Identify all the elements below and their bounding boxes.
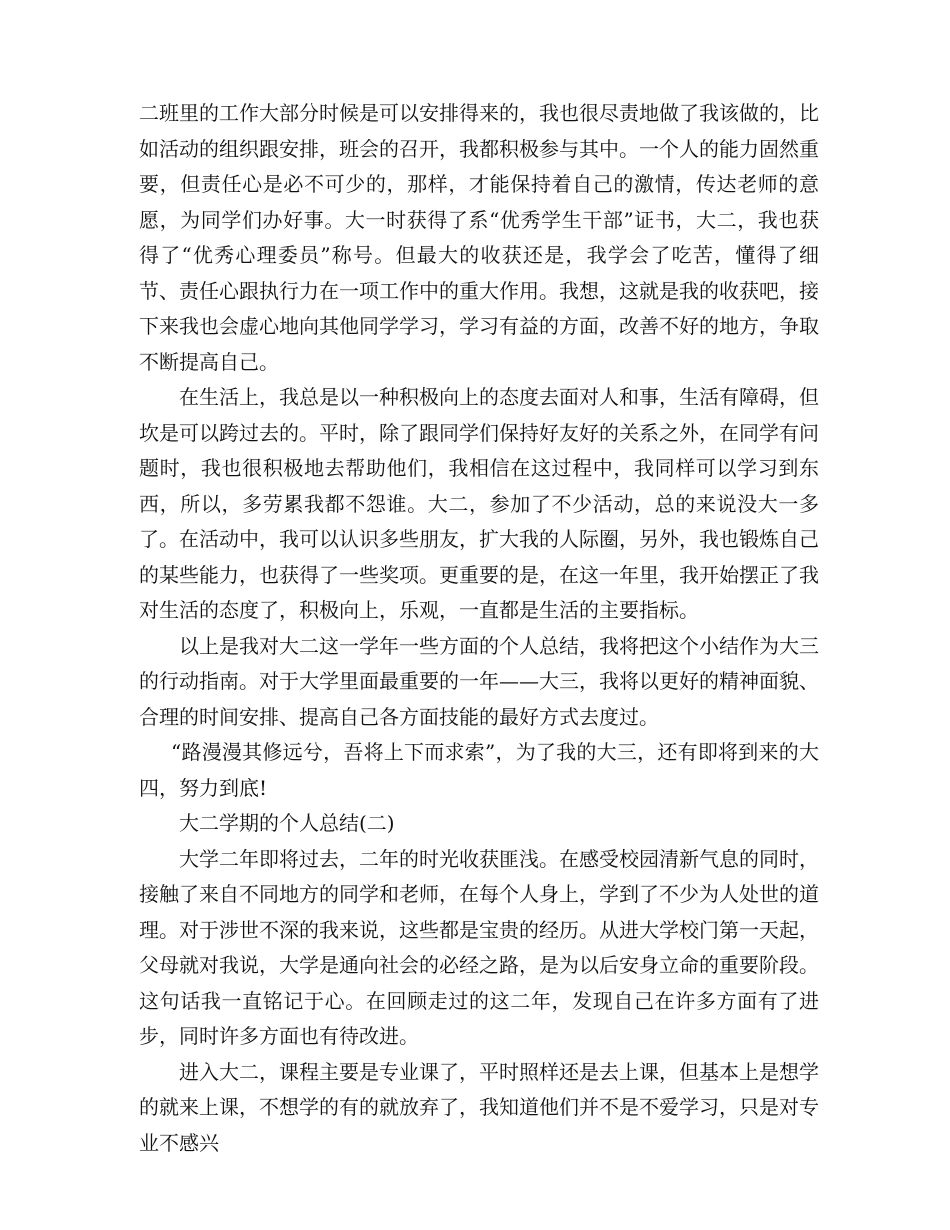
paragraph-life-summary: 在生活上，我总是以一种积极向上的态度去面对人和事，生活有障碍，但坎是可以跨过去的。平时，除了跟同学们保持好友好的关系之外，在同学有问题时，我也很积极地去帮助他们，我相信在这过程中，我同样可以学习到东西，所以，多劳累我都不怨谁。大二，参加了不少活动，总的来说没大一多了。在活动中，我可以认识多些朋友，扩大我的人际圈，另外，我也锻炼自己的某些能力，也获得了一些奖项。更重要的是，在这一年里，我开始摆正了我对生活的态度了，积极向上，乐观，一直都是生活的主要指标。 — [139, 385, 819, 622]
paragraph-conclusion: 以上是我对大二这一学年一些方面的个人总结，我将把这个小结作为大三的行动指南。对于大学里面最重要的一年——大三，我将以更好的精神面貌、合理的时间安排、提高自己各方面技能的最好方式去度过。 — [139, 633, 819, 729]
paragraph-courses: 进入大二，课程主要是专业课了，平时照样还是去上课，但基本上是想学的就来上课，不想学的有的就放弃了，我知道他们并不是不爱学习，只是对专业不感兴 — [139, 1059, 819, 1155]
document-body — [139, 96, 819, 1161]
paragraph-work-summary: 二班里的工作大部分时候是可以安排得来的，我也很尽责地做了我该做的，比如活动的组织跟安排，班会的召开，我都积极参与其中。一个人的能力固然重要，但责任心是必不可少的，那样，才能保持着自己的激情，传达老师的意愿，为同学们办好事。大一时获得了系“优秀学生干部”证书，大二，我也获得了“优秀心理委员”称号。但最大的收获还是，我学会了吃苦，懂得了细节、责任心跟执行力在一项工作中的重大作用。我想，这就是我的收获吧，接下来我也会虚心地向其他同学学习，学习有益的方面，改善不好的地方，争取不断提高自己。 — [139, 101, 819, 374]
paragraph-quote: “路漫漫其修远兮，吾将上下而求索”，为了我的大三，还有即将到来的大四，努力到底! — [139, 740, 819, 800]
paragraph-second-year-intro: 大学二年即将过去，二年的时光收获匪浅。在感受校园清新气息的同时，接触了来自不同地方的同学和老师，在每个人身上，学到了不少为人处世的道理。对于涉世不深的我来说，这些都是宝贵的经历。从进大学校门第一天起，父母就对我说，大学是通向社会的必经之路，是为以后安身立命的重要阶段。这句话我一直铭记于心。在回顾走过的这二年，发现自己在许多方面有了进步，同时许多方面也有待改进。 — [139, 846, 819, 1048]
section-heading: 大二学期的个人总结(二) — [179, 811, 395, 835]
